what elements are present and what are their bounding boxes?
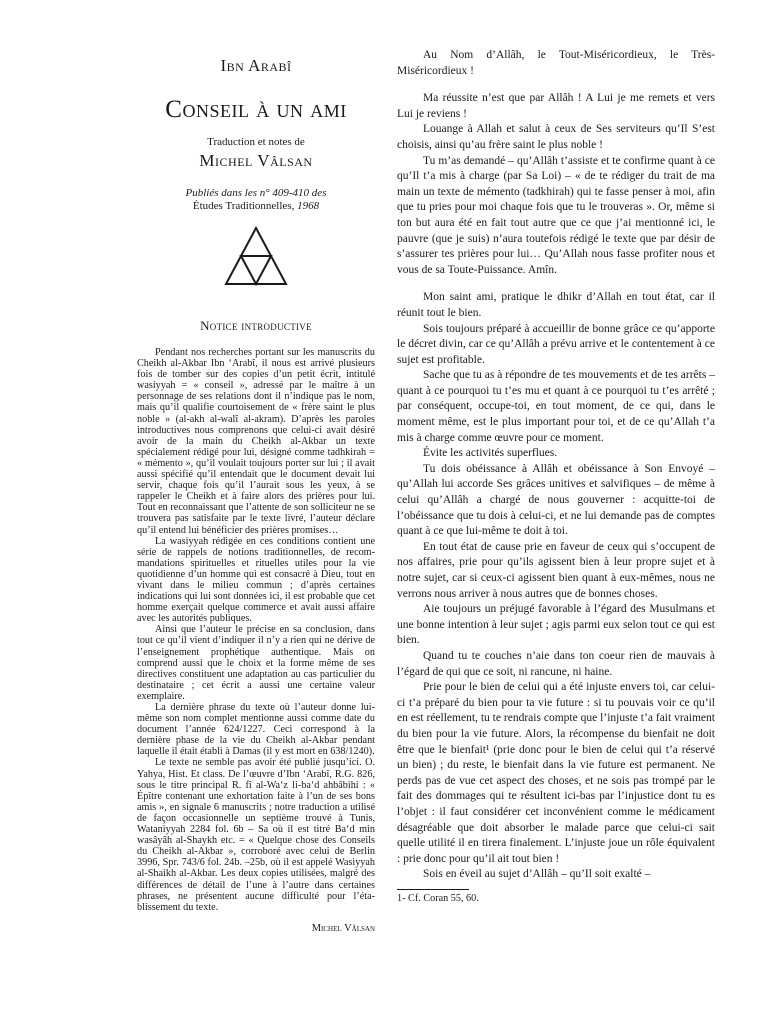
text-paragraph: Tu dois obéissance à Allâh et obéissance à Son Envoyé – qu’Allah lui accorde Ses grâces unitives et salvifiques – de même à celui qu’Allâh a chargé de nous gouverner : acquitte-toi de l’obéissance que tu dois à celui-ci, et ne lui demande pas de comptes quant à ce que lui-même te doit à toi. xyxy=(397,462,715,538)
notice-paragraph: Ainsi que l’auteur le précise en sa conclusion, dans tout ce qu’il vient d’indiquer il n’y a rien qui ne dérive de l’enseignement prophétique authentique. Mais on comprend aussi que le choix et la forme même de ses directives constituent une adaptation au cas particulier du destinataire ; cet écrit a aussi une certaine valeur exemplaire. xyxy=(137,624,375,702)
author-name: Ibn Arabî xyxy=(220,56,292,75)
notice-paragraph: La wasiyyah rédigée en ces conditions contient une série de rappels de notions traditionnelles, de recom-mandations spirituelles et rituelles utiles pour la vie quotidienne d’un homme qui est consacré à Dieu, tout en vivant dans le milieu commun ; d’après certaines indications qui lui sont données ici, il est probable que cet homme exerçait quelque commerce et avait aussi affaire avec les autorités publiques. xyxy=(137,535,375,625)
text-paragraph: Ma réussite n’est que par Allâh ! A Lui je me remets et vers Lui je reviens ! xyxy=(397,92,715,120)
text-paragraph: Mon saint ami, pratique le dhikr d’Allah en tout état, car il réunit tout le bien. xyxy=(397,291,715,319)
text-paragraph: Évite les activités superflues. xyxy=(423,447,558,460)
journal-name: Études Traditionnelles, xyxy=(192,200,295,212)
right-column xyxy=(397,48,715,904)
publication-line-2 xyxy=(137,200,375,213)
text-paragraph: Prie pour le bien de celui qui a été injuste envers toi, car celui-ci t’a préparé du bien pour ta vie future : si tu pouvais voir ce qu’il en est réellement, tu te rendrais compte que l’injuste t’a fait vraiment du bien pour la vie future. Alors, la récompense du bienfait ne doit être que le bienfait¹ (prie donc pour le bien de celui qui t’a réservé un bien) ; du reste, le bienfait dans la vie future est permanent. Ne perds pas de vue cet aspect des choses, et ne sois pas trompé par le fait des dommages qui te résultent ici-bas par l’injustice dont tu es l’objet : il faut considérer cet inconvénient comme le médicament désagréable que doit absorber le malade parce que celui-ci sait quelle utilité il en tirera finalement. L’injuste joue un rôle équivalent : prie donc pour qu’il ait tout bien ! xyxy=(397,681,715,865)
triangle-emblem-icon xyxy=(224,226,288,286)
text-paragraph: Tu m’as demandé – qu’Allâh t’assiste et te confirme quant à ce qu’Il t’a mis à charge (par Sa Loi) – « de te rédiger du trait de ma main un texte de mémento (tadkhirah) qui te fasse penser à moi, afin que tu pries pour moi chaque fois que tu le trouveras ». Or, même si ton but aura été en fait tout autre que ce que j’ai mentionné ici, le pauvre (que je suis) n’aura toutefois rédigé le texte que par désir de s’assurer tes prières pour lui… Qu’Allah nous fasse profiter nous et vous de sa Toute-Puissance. Amîn. xyxy=(397,154,715,276)
text-paragraph: Quand tu te couches n’aie dans ton coeur rien de mauvais à l’égard de qui que ce soit, ni rancune, ni haine. xyxy=(397,649,715,678)
publication-line-1: Publiés dans les n° 409-410 des xyxy=(185,187,327,199)
main-text xyxy=(397,48,715,883)
footnote-rule xyxy=(397,889,469,890)
notice-paragraph: Pendant nos recherches portant sur les manuscrits du Cheikh al-Akbar Ibn ‘Arabî, il nous est arrivé plusieurs fois de tomber sur des copies d’un petit écrit, intitulé wasiyyah = « conseil », adressé par le maître à un personnage de ses relations dont il n’indique pas le nom, mais qu’il qualifie courtoisement de « frère saint le plus noble » (al-akh al-walî al-akram). D’après les paroles introductives nous comprenons que celui-ci avait désiré avoir de la main du Cheikh al-Akbar un texte spécialement rédigé pour lui, désigné comme tadhkirah = « mémento », qu’il voulait toujours porter sur lui ; il avait aussi spécifié qu’il entendait que le document devait lui servir, chaque fois qu’il l’aurait sous les yeux, à se rappeler le Cheikh et à faire alors des prières pour lui. Tout en reconnaissant que l’attente de son solliciteur ne se trouvera pas satisfaite par le texte livré, l’auteur déclare qu’il entend lui bénéficier des prières promises… xyxy=(137,347,375,536)
publication-year: 1968 xyxy=(297,200,320,212)
publication-note xyxy=(137,187,375,213)
translation-label: Traduction et notes de xyxy=(207,136,305,148)
text-paragraph: Aie toujours un préjugé favorable à l’égard des Musulmans et une bonne intention à leur sujet ; agis parmi eux selon tout ce qui est bien. xyxy=(397,603,715,647)
document-title: Conseil à un ami xyxy=(165,96,347,123)
text-paragraph: En tout état de cause prie en faveur de ceux qui s’occupent de nos affaires, prie pour qu’ils agissent bien à leur propre sujet et à notre sujet, car si ceux-ci agissent bien quant à eux-mêmes, nous ne verrons nous arriver à nous autres que de bonnes choses. xyxy=(397,540,715,600)
text-paragraph: Sois en éveil au sujet d’Allâh – qu’Il soit exalté – xyxy=(423,868,651,881)
footnote: 1- Cf. Coran 55, 60. xyxy=(397,892,479,904)
notice-body xyxy=(137,347,375,913)
notice-paragraph: La dernière phrase du texte où l’auteur donne lui-même son nom complet mentionne aussi comme date du document l’année 624/1227. Ceci correspond à la dernière phase de la vie du Cheikh al-Akbar pendant laquelle il était établi à Damas (il y est mort en 638/1240). xyxy=(137,702,375,758)
translator-name: Michel Vâlsan xyxy=(199,151,313,170)
text-paragraph: Louange à Allah et salut à ceux de Ses serviteurs qu’Il S’est choisis, ainsi qu’au frère saint le plus noble ! xyxy=(397,123,715,151)
invocation: Au Nom d’Allâh, le Tout-Miséricordieux, le Très-Miséricordieux ! xyxy=(397,49,715,77)
notice-heading: Notice introductive xyxy=(200,318,312,333)
notice-paragraph: Le texte ne semble pas avoir été publié jusqu’ici. O. Yahya, Hist. Et class. De l’œuvre d’Ibn ‘Arabî, R.G. 826, sous le titre principal R. fî al-Wa‘z li-ba‘d ahbâbihi : « Épître contenant une exhortation faite à l’un de ses bons amis », en signale 6 manuscrits ; notre traduction a utilisé de façon occasionnelle un septième trouvé à Tunis, Wataniyyah 2284 fol. 6b – Sa où il est titré Ba‘d min wasâyâh al-Shaykh etc. = « Quelque chose des Conseils du Cheikh al-Akbar », corroboré avec celui de Berlin 3996, Spr. 743/6 fol. 24b. –25b, où il est appelé Wasiyyah al-Shaikh al-Akbar. Les deux copies utilisées, malgré des différences de détail de l’une à l’autre dans certaines phrases, ne présentent aucune difficulté pour l’éta-blissement du texte. xyxy=(137,757,375,913)
text-paragraph: Sois toujours préparé à accueillir de bonne grâce ce qu’apporte le décret divin, car ce qu’Allâh a prévu arrive et le contentement à ce sujet est profitable. xyxy=(397,322,715,366)
text-paragraph: Sache que tu as à répondre de tes mouvements et de tes arrêts – quant à ce pourquoi tu t’es mu et quant à ce pourquoi tu t’es arrêté ; par conséquent, occupe-toi, en tout moment, de ce qui, dans le moment même, est le plus important pour toi, et de ce qu’Allah t’a mis à charge comme œuvre pour ce moment. xyxy=(397,369,715,444)
left-column xyxy=(137,56,375,934)
notice-signature: Michel Vâlsan xyxy=(311,922,375,934)
